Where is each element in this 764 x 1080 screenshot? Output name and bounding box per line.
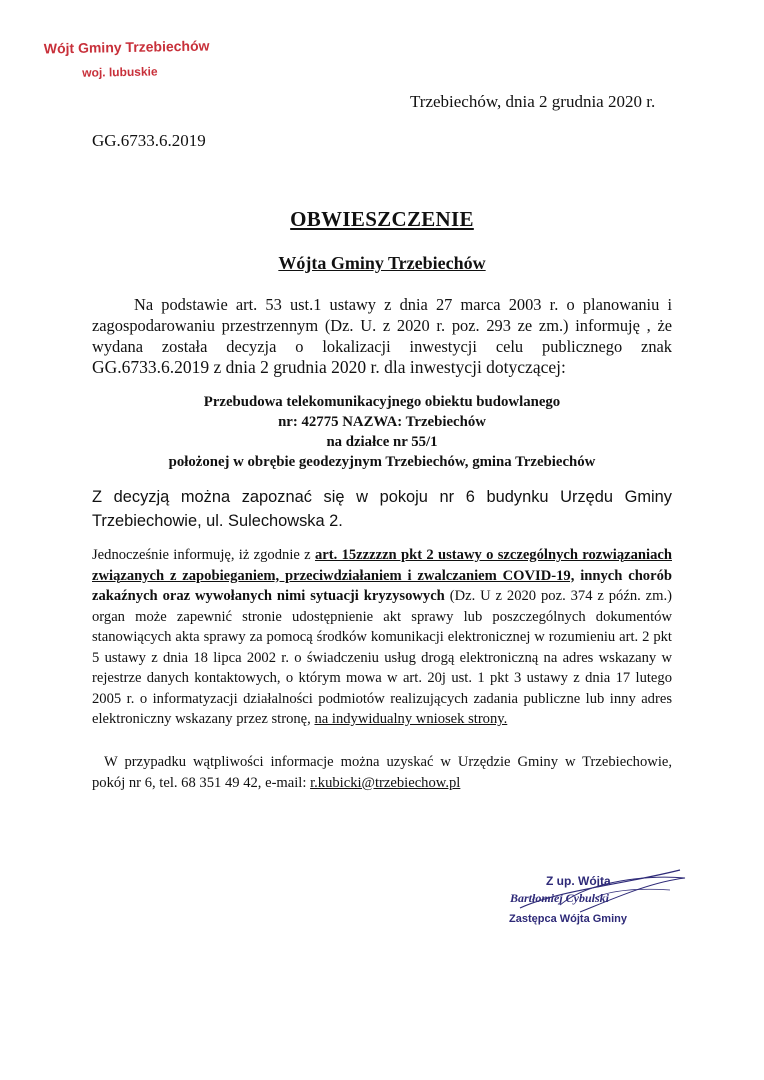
investment-line-1: Przebudowa telekomunikacyjnego obiektu budowlanego bbox=[203, 394, 561, 410]
document-date: Trzebiechów, dnia 2 grudnia 2020 r. bbox=[410, 92, 656, 111]
investment-line-3: na działce nr 55/1 bbox=[326, 434, 438, 450]
investment-line-2: nr: 42775 NAZWA: Trzebiechów bbox=[278, 414, 486, 430]
legal-basis-paragraph bbox=[92, 294, 672, 378]
signature-stamp bbox=[500, 860, 690, 940]
inspection-paragraph: Z decyzją można zapoznać się w pokoju nr 6 budynku Urzędu Gminy Trzebiechowie, ul. Sulechowska 2. bbox=[92, 488, 672, 530]
stamp-voivodeship: woj. lubuskie bbox=[82, 64, 158, 80]
electronic-access-paragraph bbox=[92, 545, 672, 730]
contact-text: W przypadku wątpliwości informacje można uzyskać w Urzędzie Gminy w Trzebiechowie, pokój nr 6, tel. 68 351 49 42, e-mail: bbox=[92, 754, 672, 791]
signature-title: Zastępca Wójta Gminy bbox=[509, 913, 627, 925]
contact-paragraph bbox=[92, 752, 672, 793]
legal-basis-decision-ref: GG.6733.6.2019 z dnia 2 grudnia 2020 r. dla inwestycji dotyczącej: bbox=[92, 357, 566, 377]
document-subtitle: Wójta Gminy Trzebiechów bbox=[278, 253, 486, 273]
electronic-access-intro: Jednocześnie informuję, iż zgodnie z bbox=[92, 547, 311, 563]
contact-email: r.kubicki@trzebiechow.pl bbox=[310, 774, 461, 791]
signature-name: Bartłomiej Cybulski bbox=[510, 891, 610, 905]
stamp-office-name: Wójt Gminy Trzebiechów bbox=[43, 37, 210, 57]
reference-number: GG.6733.6.2019 bbox=[92, 131, 206, 150]
investment-line-4: położonej w obrębie geodezyjnym Trzebiechów, gmina Trzebiechów bbox=[168, 454, 596, 470]
document-title: OBWIESZCZENIE bbox=[290, 207, 474, 231]
signature-authorization: Z up. Wójta bbox=[546, 874, 611, 888]
electronic-access-act-ref: art. 15zzzzzn pkt 2 ustawy o szczególnych rozwiązaniach związanych z zapobieganiem, przeciwdziałaniem i zwalczaniem COVID-19, bbox=[92, 547, 672, 584]
investment-description bbox=[0, 392, 764, 472]
electronic-access-act-ref-cont: innych chorób zakaźnych oraz wywołanych nimi sytuacji kryzysowych bbox=[92, 567, 672, 604]
electronic-access-body: (Dz. U z 2020 poz. 374 z późn. zm.) organ może zapewnić stronie udostępnienie akt sprawy lub poszczególnych dokumentów stanowiących akta sprawy za pomocą środków komunikacji elektronicznej w rozumieniu art. 2 pkt 5 ustawy z dnia 18 lipca 2002 r. o świadczeniu usług drogą elektroniczną na adres wskazany w rejestrze danych kontaktowych, o którym mowa w art. 20j ust. 1 pkt 3 ustawy z dnia 17 lutego 2005 r. o informatyzacji działalności podmiotów realizujących zadania publiczne lub inny adres elektroniczny wskazany przez stronę, bbox=[92, 588, 672, 727]
electronic-access-end: na indywidualny wniosek strony. bbox=[314, 711, 508, 727]
legal-basis-text: Na podstawie art. 53 ust.1 ustawy z dnia 27 marca 2003 r. o planowaniu i zagospodarowaniu przestrzennym (Dz. U. z 2020 r. poz. 293 ze zm.) informuję , że wydana została decyzja o lokalizacji inwestycji celu publicznego znak bbox=[92, 295, 672, 356]
office-stamp bbox=[44, 39, 210, 80]
